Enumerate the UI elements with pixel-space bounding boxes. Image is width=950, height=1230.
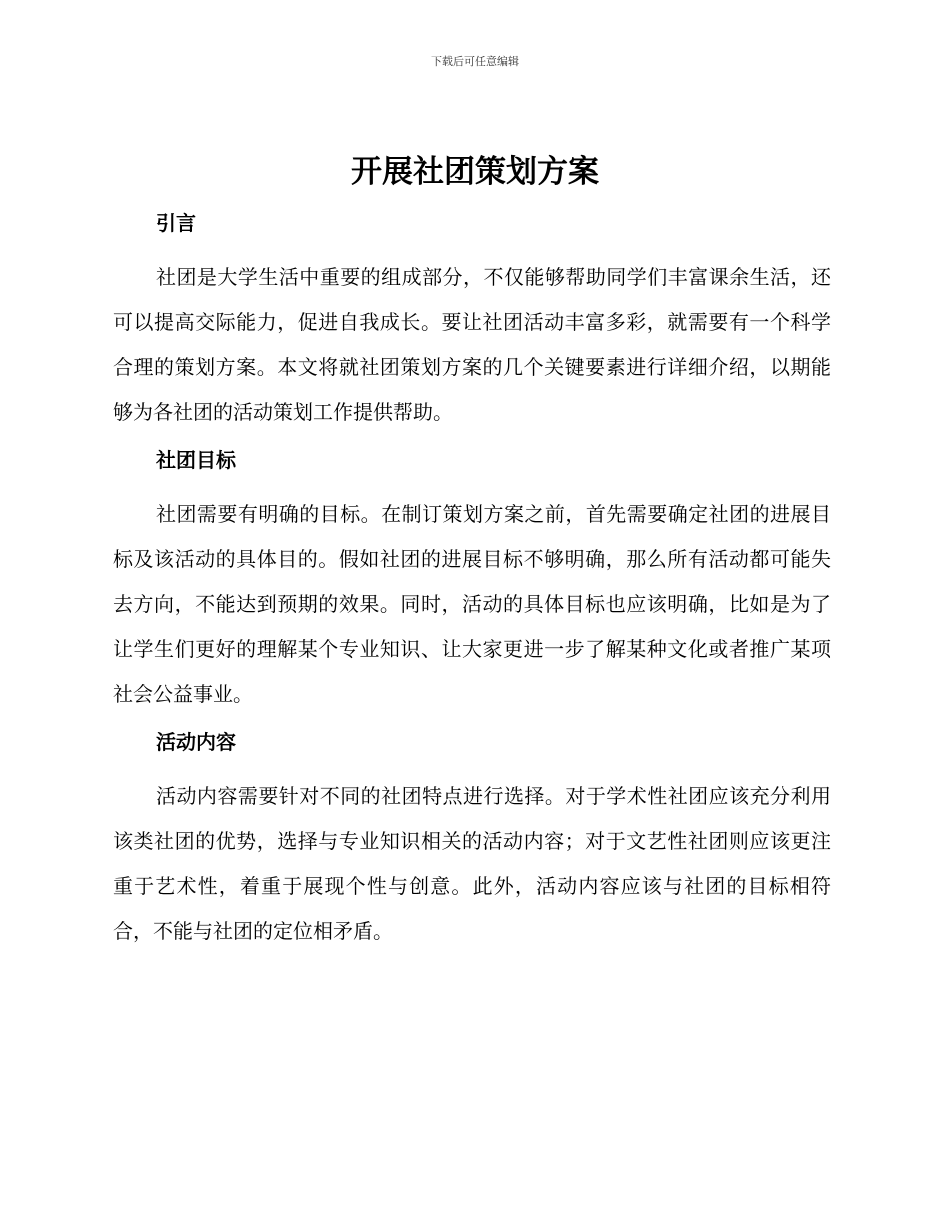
section-paragraph-activity-content: 活动内容需要针对不同的社团特点进行选择。对于学术性社团应该充分利用该类社团的优势，选择与专业知识相关的活动内容；对于文艺性社团则应该更注重于艺术性，着重于展现个性与创意。此外，活动内容应该与社团的目标相符合，不能与社团的定位相矛盾。 [113,784,831,943]
section-heading-activity-content: 活动内容 [156,730,236,754]
section-heading-goals: 社团目标 [156,448,236,472]
section-paragraph-goals: 社团需要有明确的目标。在制订策划方案之前，首先需要确定社团的进展目标及该活动的具体目的。假如社团的进展目标不够明确，那么所有活动都可能失去方向，不能达到预期的效果。同时，活动的具体目标也应该明确，比如是为了让学生们更好的理解某个专业知识、让大家更进一步了解某种文化或者推广某项社会公益事业。 [113,502,831,706]
section-heading-introduction: 引言 [156,211,196,235]
page-header-note: 下载后可任意编辑 [431,55,519,68]
document-title: 开展社团策划方案 [351,154,599,190]
section-paragraph-introduction: 社团是大学生活中重要的组成部分，不仅能够帮助同学们丰富课余生活，还可以提高交际能力，促进自我成长。要让社团活动丰富多彩，就需要有一个科学合理的策划方案。本文将就社团策划方案的几个关键要素进行详细介绍，以期能够为各社团的活动策划工作提供帮助。 [113,265,831,424]
document-body [113,203,831,954]
